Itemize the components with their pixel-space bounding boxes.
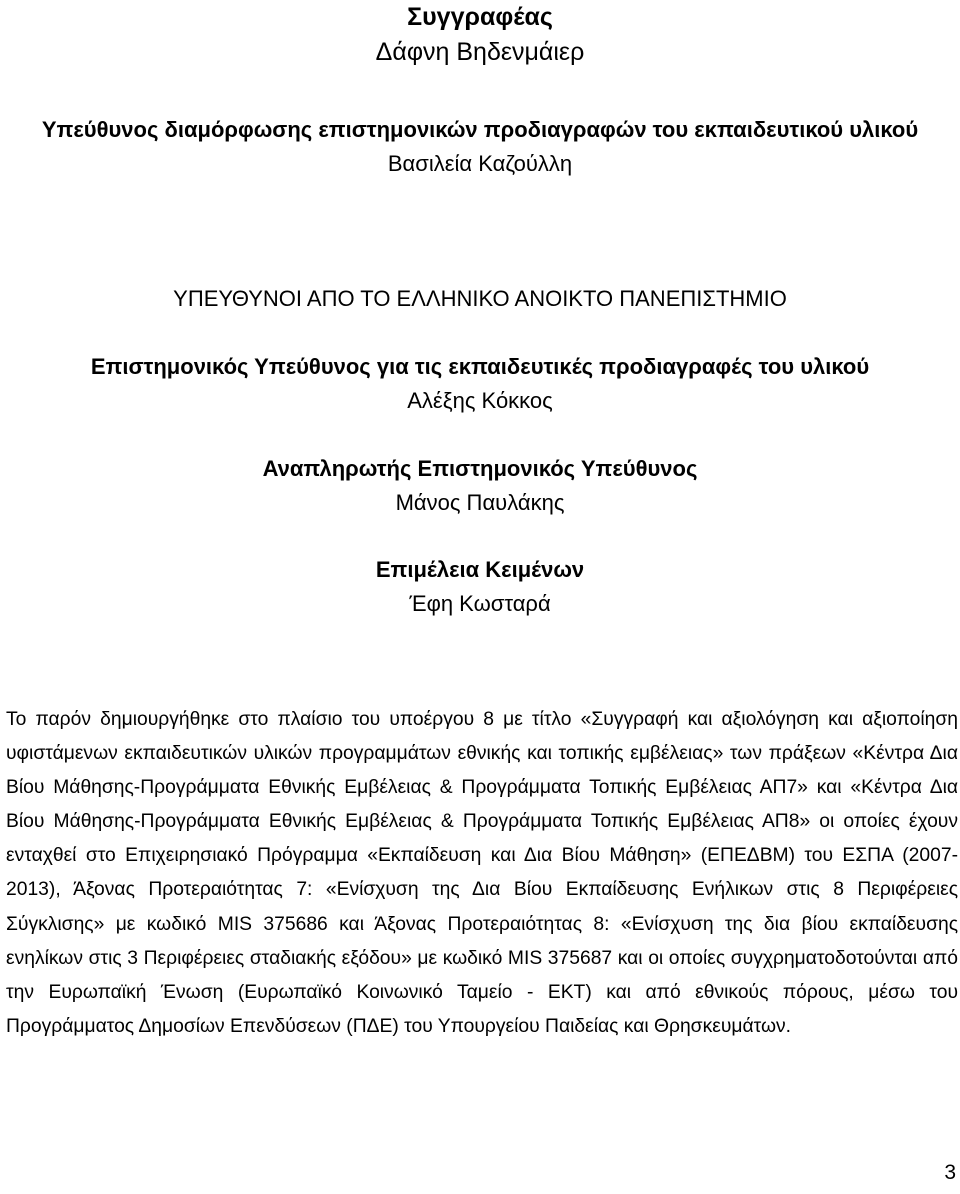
scientific-name: Αλέξης Κόκκος (407, 388, 553, 413)
author-block (0, 0, 960, 70)
author-name: Δάφνη Βηδενμάιερ (375, 38, 585, 66)
deputy-name: Μάνος Παυλάκης (395, 490, 565, 515)
page-number: 3 (944, 1161, 956, 1184)
author-role: Συγγραφέας (407, 3, 553, 31)
specs-role: Υπεύθυνος διαμόρφωσης επιστημονικών προδιαγραφών του εκπαιδευτικού υλικού (41, 117, 919, 142)
scientific-block (0, 350, 960, 418)
deputy-block (0, 452, 960, 520)
project-description: Το παρόν δημιουργήθηκε στο πλαίσιο του υποέργου 8 με τίτλο «Συγγραφή και αξιολόγηση και αξιοποίηση υφιστάμενων εκπαιδευτικών υλικών προγραμμάτων εθνικής και τοπικής εμβέλειας» των πράξεων «Κέντρα Δια Βίου Μάθησης-Προγράμματα Εθνικής Εμβέλειας & Προγράμματα Τοπικής Εμβέλειας ΑΠ7» και «Κέντρα Δια Βίου Μάθησης-Προγράμματα Εθνικής Εμβέλειας & Προγράμματα Τοπικής Εμβέλειας ΑΠ8» οι οποίες έχουν ενταχθεί στο Επιχειρησιακό Πρόγραμμα «Εκπαίδευση και Δια Βίου Μάθηση» (ΕΠΕΔΒΜ) του ΕΣΠΑ (2007-2013), Άξονας Προτεραιότητας 7: «Ενίσχυση της Δια Βίου Εκπαίδευσης Ενήλικων στις 8 Περιφέρειες Σύγκλισης» με κωδικό MIS 375686 και Άξονας Προτεραιότητας 8: «Ενίσχυση της δια βίου εκπαίδευσης ενηλίκων στις 3 Περιφέρειες σταδιακής εξόδου» με κωδικό MIS 375687 και οι οποίες συγχρηματοδοτούνται από την Ευρωπαϊκή Ένωση (Ευρωπαϊκό Κοινωνικό Ταμείο - ΕΚΤ) και από εθνικούς πόρους, μέσω του Προγράμματος Δημοσίων Επενδύσεων (ΠΔΕ) του Υπουργείου Παιδείας και Θρησκευμάτων. (6, 709, 958, 1037)
editing-name: Έφη Κωσταρά (409, 591, 551, 616)
specs-block (0, 113, 960, 181)
eap-block (0, 282, 960, 316)
scientific-role: Επιστημονικός Υπεύθυνος για τις εκπαιδευτικές προδιαγραφές του υλικού (90, 354, 870, 379)
eap-heading: ΥΠΕΥΘΥΝΟΙ ΑΠΟ ΤΟ ΕΛΛΗΝΙΚΟ ΑΝΟΙΚΤΟ ΠΑΝΕΠΙΣΤΗΜΙΟ (173, 286, 787, 311)
editing-role: Επιμέλεια Κειμένων (375, 557, 585, 582)
specs-name: Βασιλεία Καζούλλη (387, 151, 573, 176)
editing-block (0, 553, 960, 621)
deputy-role: Αναπληρωτής Επιστημονικός Υπεύθυνος (262, 456, 698, 481)
